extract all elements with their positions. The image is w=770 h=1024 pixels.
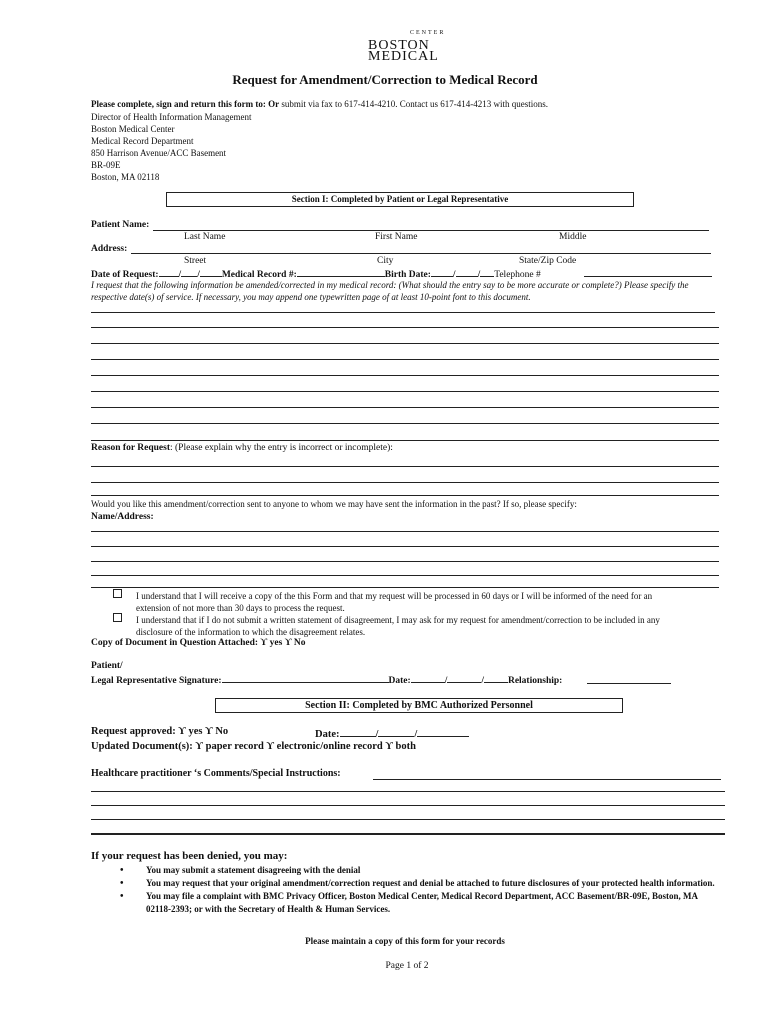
state-zip-caption: State/Zip Code bbox=[519, 256, 577, 266]
comments-line[interactable] bbox=[91, 805, 725, 806]
comments-label: Healthcare practitioner ‘s Comments/Special Instructions: bbox=[91, 768, 341, 779]
medical-record-field[interactable] bbox=[297, 267, 385, 277]
name-address-line[interactable] bbox=[91, 546, 719, 547]
logo-top-text: CENTER bbox=[410, 30, 446, 36]
middle-caption: Middle bbox=[559, 232, 587, 242]
birth-day-field[interactable] bbox=[456, 267, 478, 277]
comments-line[interactable] bbox=[91, 833, 725, 835]
reason-line[interactable] bbox=[91, 495, 719, 496]
amendment-instruction: I request that the following information be amended/corrected in my medical record: (What should the entry say to be more accurate or complete?) Please specify the respective date(s) of service. If necessary, you may append one typewritten page of at least 10-point font to this document. bbox=[91, 280, 689, 302]
approval-date-year[interactable] bbox=[417, 726, 469, 737]
approval-date-day[interactable] bbox=[378, 726, 414, 737]
telephone-field[interactable] bbox=[584, 276, 712, 277]
amendment-line[interactable] bbox=[91, 312, 715, 313]
birth-year-field[interactable] bbox=[480, 267, 494, 277]
intro-line: Please complete, sign and return this form to: Or submit via fax to 617-414-4210. Contact us 617-414-4213 with questions. bbox=[91, 99, 549, 109]
last-name-caption: Last Name bbox=[184, 232, 226, 242]
copy-attached-row[interactable]: Copy of Document in Question Attached: ϒ yes ϒ No bbox=[91, 638, 306, 648]
date-day-field[interactable] bbox=[181, 267, 197, 277]
name-address-line[interactable] bbox=[91, 531, 719, 532]
date-month-field[interactable] bbox=[159, 267, 179, 277]
amendment-line[interactable] bbox=[91, 423, 719, 424]
boston-medical-logo bbox=[360, 30, 450, 70]
name-address-label: Name/Address: bbox=[91, 512, 154, 522]
page-title: Request for Amendment/Correction to Medical Record bbox=[232, 72, 538, 87]
relationship-field[interactable] bbox=[587, 683, 671, 684]
street-caption: Street bbox=[184, 256, 207, 266]
page-number: Page 1 of 2 bbox=[385, 961, 429, 971]
send-question: Would you like this amendment/correction sent to anyone to whom we may have sent the information in the past? If so, please specify: bbox=[91, 499, 577, 509]
date-row: Date of Request: / / Medical Record #: Birth Date: / / Telephone # bbox=[91, 267, 541, 280]
address-label: Address: bbox=[91, 244, 128, 254]
acknowledge-text-1: I understand that I will receive a copy of the this Form and that my request will be processed in 60 days or I will be informed of the need for an extension of not more than 30 days to process the request. bbox=[136, 591, 653, 613]
comments-line[interactable] bbox=[91, 791, 725, 792]
address-field[interactable] bbox=[131, 253, 711, 254]
section1-header: Section I: Completed by Patient or Legal Representative bbox=[166, 192, 634, 207]
name-address-line[interactable] bbox=[91, 587, 719, 588]
acknowledge-checkbox-2[interactable] bbox=[113, 613, 122, 623]
reason-line[interactable] bbox=[91, 466, 719, 467]
reason-line[interactable] bbox=[91, 482, 719, 483]
amendment-line[interactable] bbox=[91, 343, 719, 344]
patient-name-field[interactable] bbox=[153, 230, 709, 231]
list-item: • You may submit a statement disagreeing with the denial bbox=[120, 864, 720, 877]
return-address: Director of Health Information Management Boston Medical Center Medical Record Department 850 Harrison Avenue/ACC Basement BR-09E Boston, MA 02118 bbox=[91, 112, 252, 182]
signature-row: Legal Representative Signature: Date: / / Relationship: bbox=[91, 673, 562, 686]
amendment-line[interactable] bbox=[91, 391, 719, 392]
acknowledge-checkbox-1[interactable] bbox=[113, 589, 122, 599]
approval-date-month[interactable] bbox=[340, 726, 376, 737]
signature-date-month[interactable] bbox=[411, 673, 445, 683]
signature-date-day[interactable] bbox=[447, 673, 481, 683]
denied-options-list bbox=[120, 864, 720, 916]
acknowledge-text-2: I understand that if I do not submit a written statement of disagreement, I may ask for my request for amendment/correction to be included in any disclosure of the information to which the disagreement relates. bbox=[136, 615, 660, 637]
signature-date-year[interactable] bbox=[484, 673, 508, 683]
patient-label: Patient/ bbox=[91, 661, 123, 671]
list-item: • You may request that your original amendment/correction request and denial be attached to future disclosures of your protected health information. bbox=[120, 877, 720, 890]
first-name-caption: First Name bbox=[375, 232, 418, 242]
name-address-line[interactable] bbox=[91, 561, 719, 562]
date-year-field[interactable] bbox=[200, 267, 222, 277]
amendment-line[interactable] bbox=[91, 375, 719, 376]
section2-header: Section II: Completed by BMC Authorized Personnel bbox=[215, 698, 623, 713]
city-caption: City bbox=[377, 256, 394, 266]
maintain-copy-note: Please maintain a copy of this form for your records bbox=[305, 936, 505, 946]
comments-line[interactable] bbox=[91, 819, 725, 820]
amendment-line[interactable] bbox=[91, 440, 719, 441]
name-address-line[interactable] bbox=[91, 575, 719, 576]
list-item: • You may file a complaint with BMC Privacy Officer, Boston Medical Center, Medical Record Department, ACC Basement/BR-09E, Boston, MA 02118-2393; or with the Secretary of Health & Human Services. bbox=[120, 890, 720, 916]
request-approved-row[interactable]: Request approved: ϒ yes ϒ No bbox=[91, 726, 229, 737]
birth-month-field[interactable] bbox=[431, 267, 453, 277]
approval-date-row: Date: / / bbox=[315, 726, 469, 740]
amendment-line[interactable] bbox=[91, 359, 719, 360]
updated-documents-row[interactable]: Updated Document(s): ϒ paper record ϒ electronic/online record ϒ both bbox=[91, 741, 416, 752]
amendment-line[interactable] bbox=[91, 327, 719, 328]
denied-heading: If your request has been denied, you may: bbox=[91, 850, 288, 862]
amendment-line[interactable] bbox=[91, 407, 719, 408]
signature-field[interactable] bbox=[222, 673, 389, 683]
reason-row: Reason for Request: (Please explain why the entry is incorrect or incomplete): bbox=[91, 443, 393, 453]
comments-line[interactable] bbox=[373, 779, 721, 780]
logo-text: BOSTON MEDICAL bbox=[368, 38, 439, 64]
patient-name-label: Patient Name: bbox=[91, 220, 150, 230]
